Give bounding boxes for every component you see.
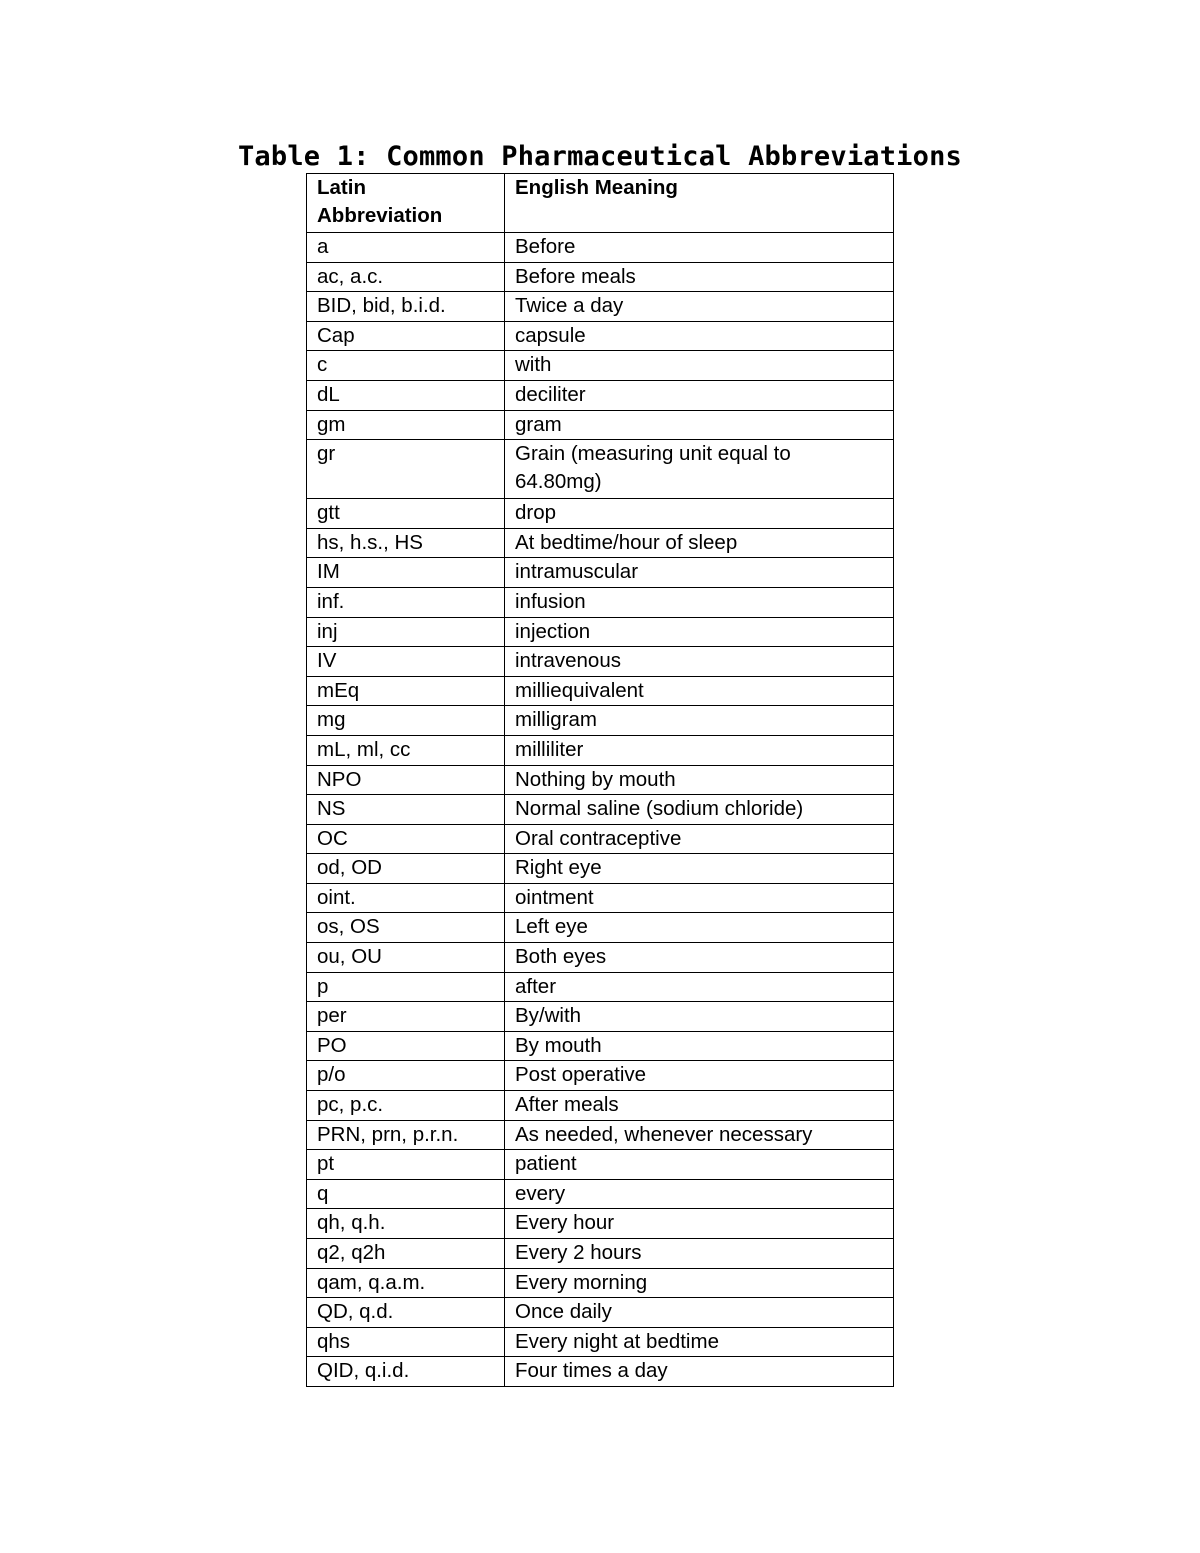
table-row bbox=[307, 883, 894, 913]
table-row bbox=[307, 1150, 894, 1180]
abbreviation-cell: gtt bbox=[307, 499, 505, 529]
meaning-cell: ointment bbox=[505, 883, 894, 913]
table-row bbox=[307, 1179, 894, 1209]
abbreviation-cell: oint. bbox=[307, 883, 505, 913]
meaning-cell: milliliter bbox=[505, 735, 894, 765]
abbreviation-cell: QD, q.d. bbox=[307, 1298, 505, 1328]
table-row bbox=[307, 706, 894, 736]
table-header-row bbox=[307, 174, 894, 233]
abbreviation-cell: ac, a.c. bbox=[307, 262, 505, 292]
meaning-cell: milligram bbox=[505, 706, 894, 736]
abbreviation-cell: OC bbox=[307, 824, 505, 854]
abbreviation-cell: QID, q.i.d. bbox=[307, 1357, 505, 1387]
abbreviation-cell: PRN, prn, p.r.n. bbox=[307, 1120, 505, 1150]
page-title: Table 1: Common Pharmaceutical Abbreviations bbox=[237, 141, 963, 172]
meaning-cell: Every night at bedtime bbox=[505, 1327, 894, 1357]
meaning-cell: patient bbox=[505, 1150, 894, 1180]
meaning-cell: Every 2 hours bbox=[505, 1239, 894, 1269]
abbreviation-cell: qh, q.h. bbox=[307, 1209, 505, 1239]
meaning-cell: Before meals bbox=[505, 262, 894, 292]
abbreviation-cell: pc, p.c. bbox=[307, 1091, 505, 1121]
table-row bbox=[307, 410, 894, 440]
meaning-cell: At bedtime/hour of sleep bbox=[505, 528, 894, 558]
meaning-cell: milliequivalent bbox=[505, 676, 894, 706]
table-body bbox=[307, 233, 894, 1387]
meaning-cell: After meals bbox=[505, 1091, 894, 1121]
meaning-cell: By mouth bbox=[505, 1031, 894, 1061]
meaning-cell: Left eye bbox=[505, 913, 894, 943]
table-row bbox=[307, 587, 894, 617]
table-row bbox=[307, 676, 894, 706]
table-row bbox=[307, 1298, 894, 1328]
table-row bbox=[307, 440, 894, 499]
table-row bbox=[307, 528, 894, 558]
meaning-cell: By/with bbox=[505, 1002, 894, 1032]
abbreviation-cell: c bbox=[307, 351, 505, 381]
meaning-cell: intramuscular bbox=[505, 558, 894, 588]
meaning-cell: Four times a day bbox=[505, 1357, 894, 1387]
table-row bbox=[307, 351, 894, 381]
table-row bbox=[307, 972, 894, 1002]
meaning-cell: gram bbox=[505, 410, 894, 440]
abbreviation-cell: NS bbox=[307, 795, 505, 825]
abbreviation-cell: q2, q2h bbox=[307, 1239, 505, 1269]
table-row bbox=[307, 262, 894, 292]
table-row bbox=[307, 292, 894, 322]
abbreviation-cell: q bbox=[307, 1179, 505, 1209]
meaning-cell: Nothing by mouth bbox=[505, 765, 894, 795]
abbreviation-cell: ou, OU bbox=[307, 943, 505, 973]
meaning-cell: every bbox=[505, 1179, 894, 1209]
table-row bbox=[307, 1268, 894, 1298]
table-row bbox=[307, 1091, 894, 1121]
abbreviation-cell: hs, h.s., HS bbox=[307, 528, 505, 558]
table-row bbox=[307, 1209, 894, 1239]
meaning-cell: with bbox=[505, 351, 894, 381]
abbreviation-cell: qhs bbox=[307, 1327, 505, 1357]
meaning-cell: Twice a day bbox=[505, 292, 894, 322]
table-row bbox=[307, 1061, 894, 1091]
abbreviation-cell: os, OS bbox=[307, 913, 505, 943]
meaning-cell: Both eyes bbox=[505, 943, 894, 973]
meaning-cell: As needed, whenever necessary bbox=[505, 1120, 894, 1150]
meaning-cell: Post operative bbox=[505, 1061, 894, 1091]
table-row bbox=[307, 321, 894, 351]
table-row bbox=[307, 854, 894, 884]
meaning-cell: Before bbox=[505, 233, 894, 263]
column-header-english: English Meaning bbox=[505, 174, 894, 233]
meaning-cell: Once daily bbox=[505, 1298, 894, 1328]
table-row bbox=[307, 824, 894, 854]
table-row bbox=[307, 647, 894, 677]
abbreviation-cell: IM bbox=[307, 558, 505, 588]
table-row bbox=[307, 499, 894, 529]
table-row bbox=[307, 735, 894, 765]
abbreviation-cell: mg bbox=[307, 706, 505, 736]
table-row bbox=[307, 1002, 894, 1032]
meaning-cell: Grain (measuring unit equal to 64.80mg) bbox=[505, 440, 894, 499]
table-row bbox=[307, 380, 894, 410]
abbreviation-cell: PO bbox=[307, 1031, 505, 1061]
table-row bbox=[307, 795, 894, 825]
meaning-cell: Right eye bbox=[505, 854, 894, 884]
meaning-cell: injection bbox=[505, 617, 894, 647]
meaning-cell: intravenous bbox=[505, 647, 894, 677]
table-row bbox=[307, 233, 894, 263]
meaning-cell: Every hour bbox=[505, 1209, 894, 1239]
abbreviation-cell: per bbox=[307, 1002, 505, 1032]
meaning-cell: deciliter bbox=[505, 380, 894, 410]
abbreviation-cell: gr bbox=[307, 440, 505, 499]
table-row bbox=[307, 617, 894, 647]
abbreviation-cell: Cap bbox=[307, 321, 505, 351]
table-row bbox=[307, 943, 894, 973]
meaning-cell: Every morning bbox=[505, 1268, 894, 1298]
abbreviation-cell: gm bbox=[307, 410, 505, 440]
meaning-cell: capsule bbox=[505, 321, 894, 351]
abbreviation-cell: p bbox=[307, 972, 505, 1002]
column-header-latin: Latin Abbreviation bbox=[307, 174, 505, 233]
table-row bbox=[307, 558, 894, 588]
table-row bbox=[307, 1239, 894, 1269]
meaning-cell: after bbox=[505, 972, 894, 1002]
abbreviation-cell: od, OD bbox=[307, 854, 505, 884]
abbreviation-cell: inf. bbox=[307, 587, 505, 617]
abbreviation-cell: pt bbox=[307, 1150, 505, 1180]
abbreviation-cell: qam, q.a.m. bbox=[307, 1268, 505, 1298]
abbreviation-cell: BID, bid, b.i.d. bbox=[307, 292, 505, 322]
table-row bbox=[307, 1327, 894, 1357]
meaning-cell: Normal saline (sodium chloride) bbox=[505, 795, 894, 825]
abbreviation-cell: dL bbox=[307, 380, 505, 410]
meaning-cell: drop bbox=[505, 499, 894, 529]
meaning-cell: infusion bbox=[505, 587, 894, 617]
table-row bbox=[307, 913, 894, 943]
table-row bbox=[307, 765, 894, 795]
abbreviation-cell: a bbox=[307, 233, 505, 263]
abbreviations-table bbox=[306, 173, 894, 1387]
meaning-cell: Oral contraceptive bbox=[505, 824, 894, 854]
abbreviation-cell: IV bbox=[307, 647, 505, 677]
abbreviation-cell: NPO bbox=[307, 765, 505, 795]
abbreviation-cell: p/o bbox=[307, 1061, 505, 1091]
table-row bbox=[307, 1031, 894, 1061]
abbreviation-cell: mL, ml, cc bbox=[307, 735, 505, 765]
table-row bbox=[307, 1120, 894, 1150]
abbreviation-cell: inj bbox=[307, 617, 505, 647]
abbreviation-cell: mEq bbox=[307, 676, 505, 706]
table-row bbox=[307, 1357, 894, 1387]
